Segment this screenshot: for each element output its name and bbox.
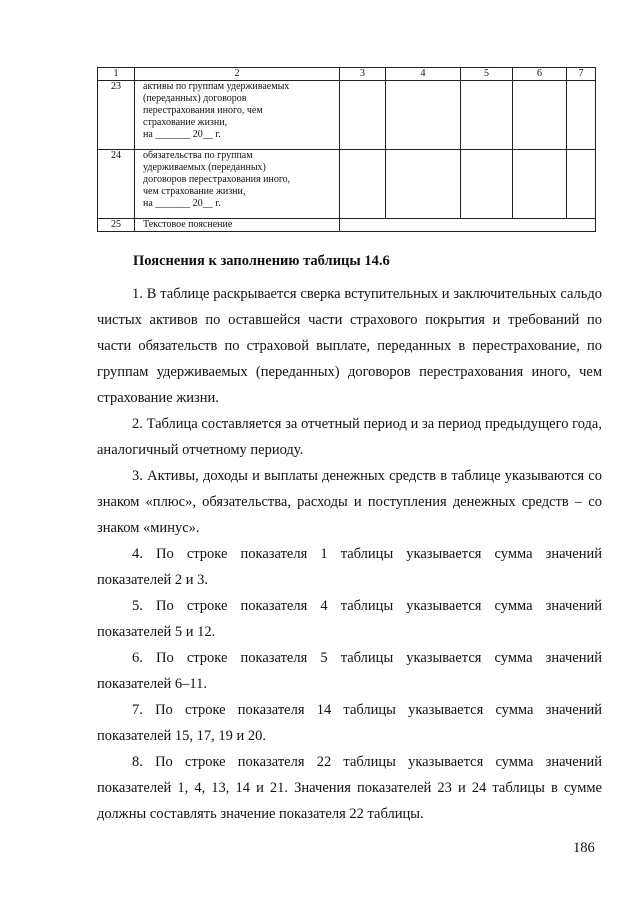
paragraph: 6. По строке показателя 5 таблицы указывается сумма значений показателей 6–11. [97, 650, 602, 692]
empty-cell [567, 150, 596, 219]
table-row [98, 150, 596, 219]
paragraph: 4. По строке показателя 1 таблицы указывается сумма значений показателей 2 и 3. [97, 546, 602, 588]
row-description-line: чем страхование жизни, [143, 186, 246, 197]
section-title: Пояснения к заполнению таблицы 14.6 [133, 253, 390, 269]
row-description-line: на _______ 20__ г. [143, 198, 221, 209]
merged-empty-cell [340, 219, 596, 232]
row-description-line: (переданных) договоров [143, 93, 247, 104]
empty-cell [461, 150, 513, 219]
table-row [98, 81, 596, 150]
row-description-line: обязательства по группам [143, 150, 253, 161]
table-row [98, 219, 596, 232]
row-description-line: Текстовое пояснение [143, 219, 233, 230]
paragraph: 2. Таблица составляется за отчетный период и за период предыдущего года, аналогичный отчетному периоду. [97, 416, 602, 458]
row-description [135, 81, 340, 150]
column-header: 3 [340, 68, 386, 81]
paragraph: 3. Активы, доходы и выплаты денежных средств в таблице указываются со знаком «плюс», обязательства, расходы и поступления денежных средств – со знаком «минус». [97, 468, 602, 536]
paragraph: 7. По строке показателя 14 таблицы указывается сумма значений показателей 15, 17, 19 и 20. [97, 702, 602, 744]
empty-cell [340, 150, 386, 219]
row-description-line: удерживаемых (переданных) [143, 162, 266, 173]
empty-cell [386, 81, 461, 150]
row-number: 23 [98, 81, 135, 150]
column-header: 5 [461, 68, 513, 81]
table-header-row [98, 68, 596, 81]
row-description-line: активы по группам удерживаемых [143, 81, 290, 92]
empty-cell [567, 81, 596, 150]
row-description-line: на _______ 20__ г. [143, 129, 221, 140]
row-description-line: перестрахования иного, чем [143, 105, 263, 116]
column-header: 2 [135, 68, 340, 81]
row-description [135, 150, 340, 219]
paragraph: 1. В таблице раскрывается сверка вступительных и заключительных сальдо чистых активов по оставшейся части страхового покрытия и требований по части обязательств по страховой выплате, переданных в перестрахование, по группам удерживаемых (переданных) договоров перестрахования иного, чем страхование жизни. [97, 286, 602, 406]
paragraph: 8. По строке показателя 22 таблицы указывается сумма значений показателей 1, 4, 13, 14 и 21. Значения показателей 23 и 24 таблицы в сумме должны составлять значение показателя 22 таблицы. [97, 754, 602, 822]
indicators-table [97, 67, 596, 232]
row-description-line: страхование жизни, [143, 117, 228, 128]
paragraph: 5. По строке показателя 4 таблицы указывается сумма значений показателей 5 и 12. [97, 598, 602, 640]
empty-cell [513, 150, 567, 219]
row-number: 25 [98, 219, 135, 232]
explanations-body [97, 281, 602, 827]
column-header: 7 [567, 68, 596, 81]
column-header: 1 [98, 68, 135, 81]
empty-cell [461, 81, 513, 150]
column-header: 4 [386, 68, 461, 81]
page-number: 186 [573, 840, 595, 856]
column-header: 6 [513, 68, 567, 81]
row-description [135, 219, 340, 232]
empty-cell [386, 150, 461, 219]
row-number: 24 [98, 150, 135, 219]
empty-cell [340, 81, 386, 150]
row-description-line: договоров перестрахования иного, [143, 174, 291, 185]
empty-cell [513, 81, 567, 150]
